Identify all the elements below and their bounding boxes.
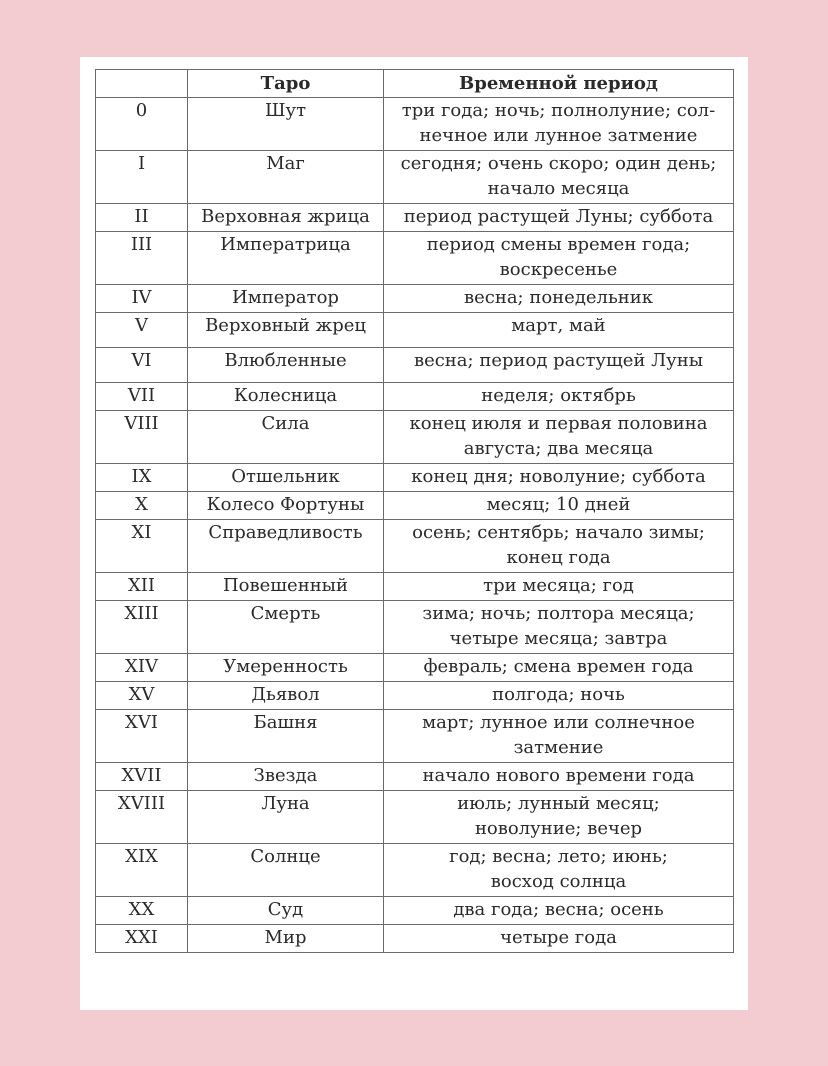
header-row: [96, 70, 734, 98]
time-period: [384, 925, 734, 953]
card-name: Смерть: [188, 601, 384, 654]
arcana-number: XVI: [96, 710, 188, 763]
time-period-line: затмение: [513, 737, 604, 758]
card-name: Мир: [188, 925, 384, 953]
card-name: Верховная жрица: [188, 204, 384, 232]
time-period-line: августа; два месяца: [463, 438, 654, 459]
arcana-number: X: [96, 492, 188, 520]
time-period-line: два года; весна; осень: [453, 899, 664, 920]
time-period: [384, 285, 734, 313]
time-period: [384, 573, 734, 601]
arcana-number: V: [96, 313, 188, 348]
header-tarot: Таро: [188, 70, 384, 98]
table-body: [96, 98, 734, 953]
time-period-line: нечное или лунное затмение: [419, 125, 698, 146]
time-period-line: месяц; 10 дней: [486, 494, 631, 515]
table-row: [96, 573, 734, 601]
arcana-number: I: [96, 151, 188, 204]
time-period: [384, 520, 734, 573]
arcana-number: XIX: [96, 844, 188, 897]
arcana-number: VI: [96, 348, 188, 383]
time-period-line: воскресенье: [499, 259, 618, 280]
arcana-number: XVII: [96, 763, 188, 791]
time-period: [384, 232, 734, 285]
time-period: [384, 601, 734, 654]
time-period-line: период растущей Луны; суббота: [403, 206, 714, 227]
card-name: Шут: [188, 98, 384, 151]
table-row: [96, 411, 734, 464]
time-period-line: февраль; смена времен года: [423, 656, 694, 677]
time-period-line: полгода; ночь: [492, 684, 625, 705]
time-period: [384, 313, 734, 348]
card-name: Император: [188, 285, 384, 313]
card-name: Отшельник: [188, 464, 384, 492]
time-period-line: осень; сентябрь; начало зимы;: [412, 522, 705, 543]
table-row: [96, 348, 734, 383]
time-period-line: зима; ночь; полтора месяца;: [422, 603, 695, 624]
time-period-line: новолуние; вечер: [474, 818, 643, 839]
table-row: [96, 492, 734, 520]
arcana-number: XII: [96, 573, 188, 601]
card-name: Суд: [188, 897, 384, 925]
card-name: Луна: [188, 791, 384, 844]
arcana-number: XV: [96, 682, 188, 710]
time-period-line: начало месяца: [487, 178, 630, 199]
table-row: [96, 204, 734, 232]
time-period-line: начало нового времени года: [422, 765, 695, 786]
table-row: [96, 232, 734, 285]
card-name: Башня: [188, 710, 384, 763]
arcana-number: II: [96, 204, 188, 232]
card-name: Императрица: [188, 232, 384, 285]
time-period: [384, 763, 734, 791]
time-period: [384, 204, 734, 232]
arcana-number: VII: [96, 383, 188, 411]
time-period-line: четыре месяца; завтра: [449, 628, 668, 649]
table-row: [96, 844, 734, 897]
time-period: [384, 791, 734, 844]
table-row: [96, 601, 734, 654]
time-period-line: период смены времен года;: [426, 234, 691, 255]
arcana-number: XIV: [96, 654, 188, 682]
card-name: Солнце: [188, 844, 384, 897]
time-period-line: июль; лунный месяц;: [457, 793, 660, 814]
time-period-line: четыре года: [500, 927, 617, 948]
table-row: [96, 791, 734, 844]
time-period: [384, 348, 734, 383]
time-period-line: восход солнца: [490, 871, 627, 892]
table-row: [96, 520, 734, 573]
time-period-line: конец года: [506, 547, 611, 568]
time-period-line: неделя; октябрь: [481, 385, 636, 406]
table-row: [96, 925, 734, 953]
time-period: [384, 844, 734, 897]
time-period-line: конец июля и первая половина: [409, 413, 708, 434]
time-period-line: сегодня; очень скоро; один день;: [400, 153, 717, 174]
card-name: Звезда: [188, 763, 384, 791]
time-period-line: конец дня; новолуние; суббота: [411, 466, 706, 487]
card-name: Справедливость: [188, 520, 384, 573]
time-period: [384, 411, 734, 464]
table-row: [96, 897, 734, 925]
arcana-number: XXI: [96, 925, 188, 953]
time-period: [384, 897, 734, 925]
arcana-number: XIII: [96, 601, 188, 654]
arcana-number: VIII: [96, 411, 188, 464]
arcana-number: XI: [96, 520, 188, 573]
card-name: Колесо Фортуны: [188, 492, 384, 520]
time-period: [384, 710, 734, 763]
card-name: Влюбленные: [188, 348, 384, 383]
table-row: [96, 763, 734, 791]
card-name: Верховный жрец: [188, 313, 384, 348]
table-row: [96, 710, 734, 763]
time-period-line: три года; ночь; полнолуние; сол-: [401, 100, 716, 121]
time-period-line: три месяца; год: [483, 575, 634, 596]
arcana-number: XX: [96, 897, 188, 925]
table-row: [96, 285, 734, 313]
time-period: [384, 464, 734, 492]
header-period: Временной период: [384, 70, 734, 98]
table-row: [96, 383, 734, 411]
time-period: [384, 383, 734, 411]
arcana-number: IX: [96, 464, 188, 492]
arcana-number: III: [96, 232, 188, 285]
table-row: [96, 682, 734, 710]
time-period: [384, 98, 734, 151]
time-period: [384, 682, 734, 710]
card-name: Сила: [188, 411, 384, 464]
arcana-number: IV: [96, 285, 188, 313]
table-row: [96, 151, 734, 204]
time-period-line: год; весна; лето; июнь;: [449, 846, 668, 867]
card-name: Маг: [188, 151, 384, 204]
page: [80, 57, 748, 1010]
arcana-number: XVIII: [96, 791, 188, 844]
table-row: [96, 313, 734, 348]
time-period-line: весна; период растущей Луны: [413, 350, 704, 371]
table-row: [96, 654, 734, 682]
time-period-line: март; лунное или солнечное: [422, 712, 695, 733]
time-period-line: март, май: [511, 315, 606, 336]
time-period: [384, 492, 734, 520]
time-period: [384, 654, 734, 682]
card-name: Повешенный: [188, 573, 384, 601]
card-name: Умеренность: [188, 654, 384, 682]
tarot-table: [95, 69, 734, 953]
header-number: [96, 70, 188, 98]
time-period: [384, 151, 734, 204]
table-row: [96, 464, 734, 492]
table-row: [96, 98, 734, 151]
arcana-number: 0: [96, 98, 188, 151]
card-name: Дьявол: [188, 682, 384, 710]
card-name: Колесница: [188, 383, 384, 411]
time-period-line: весна; понедельник: [463, 287, 654, 308]
